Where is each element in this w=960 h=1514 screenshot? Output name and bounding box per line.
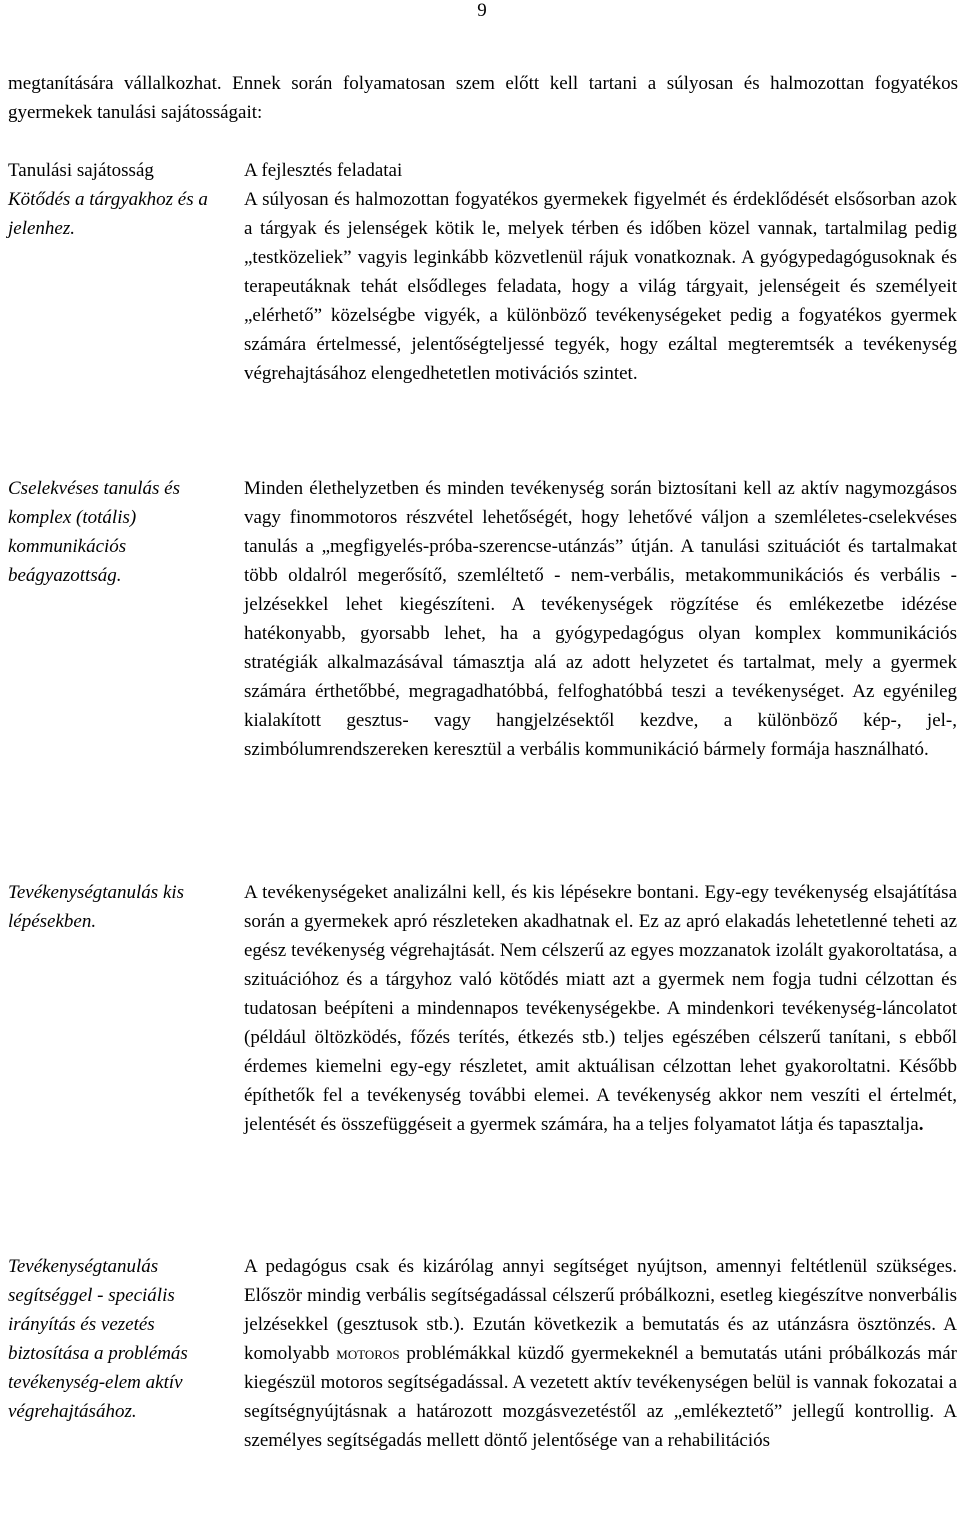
learning-trait-item: Tevékenységtanulás kis lépésekben.: [8, 882, 185, 932]
right-column-header: A fejlesztés feladatai: [244, 160, 403, 181]
learning-trait-item: Cselekvéses tanulás és komplex (totális) kommunikációs beágyazottság.: [8, 478, 181, 586]
task-paragraph-text: problémákkal küzdő gyermekeknél a bemutatás utáni próbálkozás már kiegészül motoros segítségadással. A vezetett aktív tevékenységen belül is vannak fokozatai a segítségnyújtásnak a határozott mozgásvezetéstől az „emlékeztető” jellegű kontrollig. A személyes segítségadás mellett döntő jelentősége van a rehabilitációs: [244, 1343, 958, 1451]
task-paragraph-text: A pedagógus csak és kizárólag annyi segítséget nyújtson, amennyi feltétlenül szükséges. Először mindig verbális segítségadással célszerű próbálkozni, esetleg kiegészítve nonverbális jelzésekkel (gesztusok stb.). Ezután következik a bemutatás és az utánzásra ösztönzés. A komolyabb: [244, 1256, 957, 1364]
learning-trait-item: Kötődés a tárgyakhoz és a jelenhez.: [8, 189, 208, 239]
task-paragraph: [244, 1252, 957, 1455]
left-column-header: Tanulási sajátosság: [8, 160, 154, 181]
task-paragraph-period: .: [918, 1114, 924, 1135]
page-number: 9: [477, 0, 487, 21]
intro-paragraph: megtanítására vállalkozhat. Ennek során folyamatosan szem előtt kell tartani a súlyosan és halmozottan fogyatékos gyermekek tanulási sajátosságait:: [8, 73, 958, 123]
learning-trait-item: Tevékenységtanulás segítséggel - speciális irányítás és vezetés biztosítása a problémás tevékenység-elem aktív végrehajtásához.: [8, 1256, 188, 1422]
task-paragraph: Minden élethelyzetben és minden tevékenység során biztosítani kell az aktív nagymozgásos vagy finommotoros részvétel lehetőségét, hogy lehetővé váljon a szemléletes-cselekvéses tanulás a „megfigyelés-próba-szerencse-utánzás” útján. A tanulási szituációt és tartalmakat több oldalról megerősítő, szemléltető - nem-verbális, metakommunikációs és verbális - jelzésekkel lehet kiegészíteni. A tevékenységek rögzítése és emlékezetbe idézése hatékonyabb, gyorsabb lehet, ha a gyógypedagógus olyan komplex kommunikációs stratégiák alkalmazásával támasztja alá az adott helyzetet és tartalmat, mely a gyermek számára érthetőbbé, megragadhatóbbá, felfoghatóbbá teszi a tevékenységet. Az egyénileg kialakított gesztus- vagy hangjelzésektől kezdve, a különböző kép-, jel-, szimbólumrendszereken keresztül a verbális kommunikáció bármely formája használható.: [244, 478, 957, 760]
task-paragraph: A súlyosan és halmozottan fogyatékos gyermekek figyelmét és érdeklődését elsősorban azok a tárgyak és jelenségek kötik le, melyek térben és időben közel vannak, tartalmilag pedig „testközeliek” vagyis leginkább közvetlenül rájuk vonatkoznak. A gyógypedagógusoknak és terapeutáknak tehát elsődleges feladata, hogy a világ tárgyait, jelenségeit és személyeit „elérhető” közelségbe vigyék, a különböző tevékenységeket pedig a fogyatékos gyermek számára értelmessé, jelentőségteljessé tegyék, hogy ezáltal megteremtsék a tevékenység végrehajtásához elengedhetetlen motivációs szintet.: [244, 189, 957, 384]
smallcaps-word: motoros: [336, 1343, 400, 1364]
task-paragraph: [244, 878, 957, 1139]
task-paragraph-text: A tevékenységeket analizálni kell, és kis lépésekre bontani. Egy-egy tevékenység elsajátítása során a gyermekek apró részleteken akadhatnak el. Ez az apró elakadás lehetetlenné teheti az egész tevékenység végrehajtását. Nem célszerű az egyes mozzanatok izolált gyakoroltatása, a szituációhoz és a tárgyhoz való kötődés miatt azt a gyermek nem fogja tudni célzottan és tudatosan beépíteni a mindennapos tevékenységekbe. A mindenkori tevékenység-láncolatot (például öltözködés, főzés terítés, étkezés stb.) teljes egészében célszerű tanítani, s ebből érdemes kiemelni egy-egy részletet, amit aktuálisan célzottan lehet gyakoroltatni. Később építhetők fel a tevékenység további elemei. A tevékenység akkor nem veszíti el értelmét, jelentését és összefüggéseit a gyermek számára, ha a teljes folyamatot látja és tapasztalja: [244, 882, 957, 1135]
